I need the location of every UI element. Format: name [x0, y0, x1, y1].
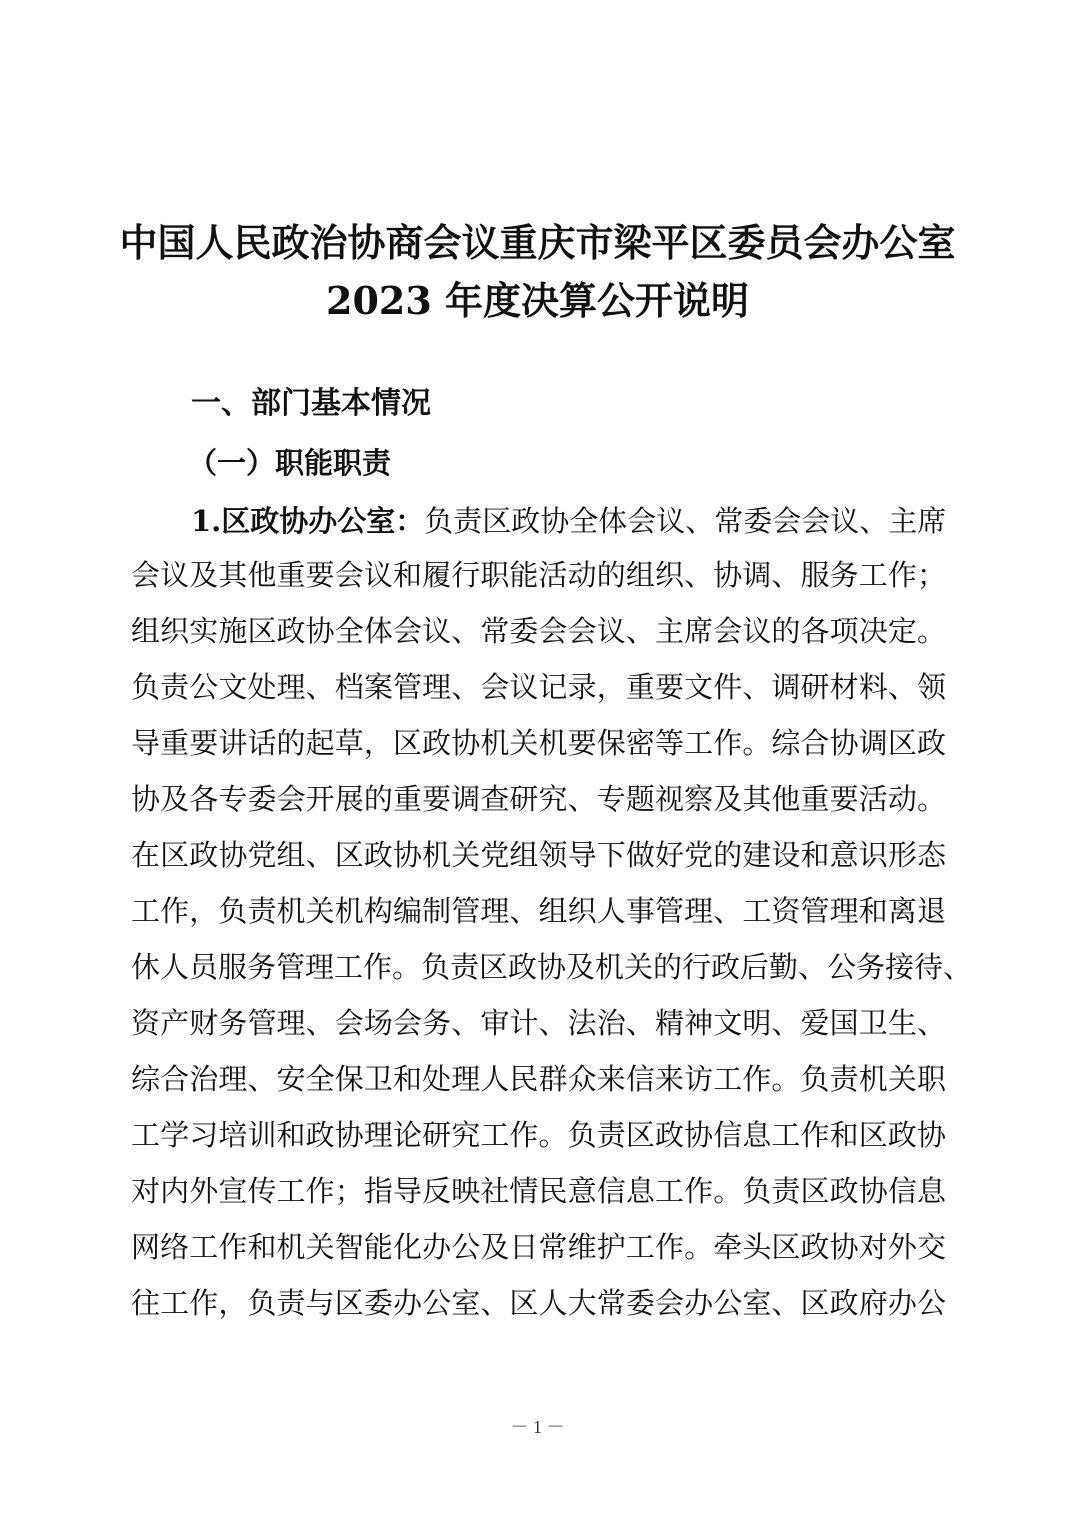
paragraph-line: 资产财务管理、会场会务、审计、法治、精神文明、爱国卫生、: [131, 1006, 946, 1040]
paragraph-line: 综合治理、安全保卫和处理人民群众来信来访工作。负责机关职: [131, 1062, 946, 1096]
page-title-line-2: 2023 年度决算公开说明: [326, 278, 749, 323]
section-heading: 一、部门基本情况: [191, 386, 431, 421]
paragraph-line: 协及各专委会开展的重要调查研究、专题视察及其他重要活动。: [131, 782, 946, 816]
paragraph-line: 工作，负责机关机构编制管理、组织人事管理、工资管理和离退: [131, 894, 946, 928]
paragraph-line: 组织实施区政协全体会议、常委会会议、主席会议的各项决定。: [131, 614, 946, 648]
sub-heading: （一）职能职责: [188, 446, 392, 480]
paragraph-line: 导重要讲话的起草，区政协机关机要保密等工作。综合协调区政: [131, 726, 946, 760]
paragraph-line: 网络工作和机关智能化办公及日常维护工作。牵头区政协对外交: [131, 1230, 946, 1264]
paragraph-line: 往工作，负责与区委办公室、区人大常委会办公室、区政府办公: [131, 1286, 946, 1320]
paragraph-line: 在区政协党组、区政协机关党组领导下做好党的建设和意识形态: [131, 838, 946, 872]
paragraph-line-first: [191, 504, 947, 538]
paragraph-line: 休人员服务管理工作。负责区政协及机关的行政后勤、公务接待、: [131, 950, 973, 984]
paragraph-line: 工学习培训和政协理论研究工作。负责区政协信息工作和区政协: [131, 1118, 946, 1152]
page-title-line-1: 中国人民政治协商会议重庆市梁平区委员会办公室: [119, 220, 956, 265]
paragraph-line-1-text: 负责区政协全体会议、常委会会议、主席: [424, 504, 947, 538]
paragraph-line: 对内外宣传工作；指导反映社情民意信息工作。负责区政协信息: [131, 1174, 946, 1208]
paragraph-lead: 1.区政协办公室：: [191, 504, 425, 538]
paragraph-line: 会议及其他重要会议和履行职能活动的组织、协调、服务工作；: [131, 558, 946, 592]
page-number: － 1 －: [510, 1417, 565, 1437]
paragraph-line: 负责公文处理、档案管理、会议记录，重要文件、调研材料、领: [131, 670, 946, 704]
